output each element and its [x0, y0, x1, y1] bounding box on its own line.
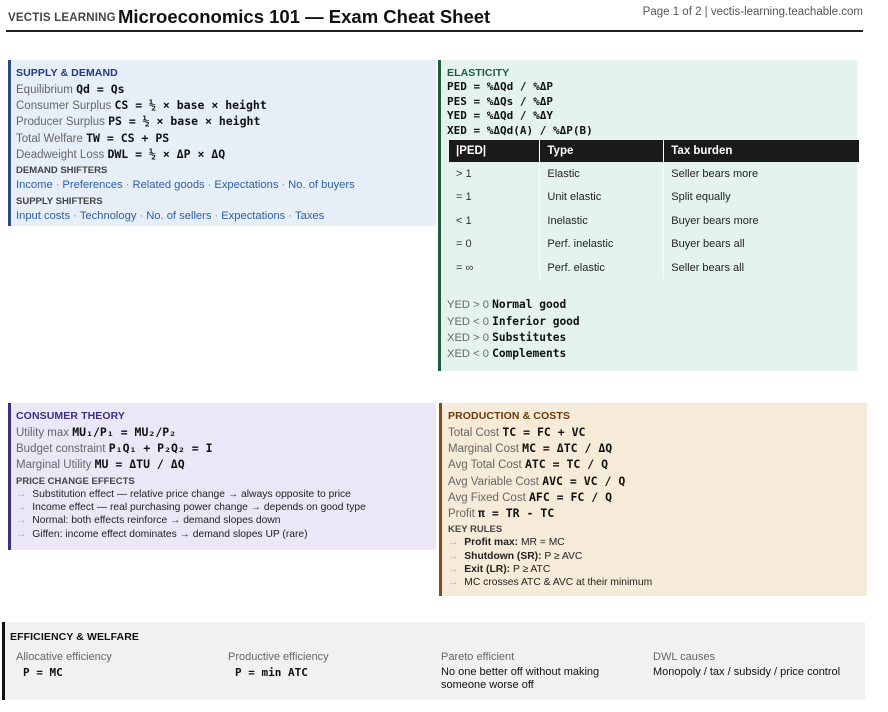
- table-cell: Elastic: [540, 162, 664, 185]
- list-item: → Income effect — real purchasing power change → depends on good type: [16, 501, 366, 513]
- demand-shifters-title: DEMAND SHIFTERS: [16, 164, 108, 176]
- table-cell: > 1: [449, 162, 540, 185]
- table-cell: Buyer bears all: [664, 233, 860, 256]
- efficiency-item: [16, 651, 221, 679]
- chip: Taxes: [295, 209, 325, 222]
- formula-row: Marginal Utility MU = ΔTU / ΔQ: [16, 457, 185, 472]
- table-row: [449, 162, 860, 185]
- table-cell: = 1: [449, 186, 540, 209]
- table-header-row: [449, 140, 860, 162]
- arrow-icon: →: [448, 563, 459, 575]
- list-item: → Shutdown (SR): P ≥ AVC: [448, 550, 583, 562]
- formula-row: Total Cost TC = FC + VC: [448, 425, 586, 439]
- table-cell: Perf. inelastic: [540, 233, 664, 256]
- table-cell: Buyer bears more: [664, 209, 860, 232]
- elasticity-table: [449, 140, 860, 279]
- table-cell: = 0: [449, 233, 540, 256]
- elasticity-title: ELASTICITY: [447, 67, 510, 79]
- table-cell: Seller bears more: [664, 162, 860, 185]
- chip: No. of buyers: [288, 178, 355, 191]
- efficiency-value: P = MC: [23, 666, 63, 679]
- efficiency-item: [228, 651, 433, 679]
- sign-rule: YED < 0 Inferior good: [447, 314, 580, 328]
- table-row: [449, 256, 860, 279]
- formula-row: Consumer Surplus CS = ½ × base × height: [16, 98, 267, 113]
- arrow-icon: →: [16, 501, 27, 513]
- supply-demand-title: SUPPLY & DEMAND: [16, 67, 118, 79]
- table-row: [449, 186, 860, 209]
- supply-demand-panel: [8, 60, 436, 226]
- chip: Expectations: [221, 209, 286, 222]
- efficiency-value: P = min ATC: [235, 666, 308, 679]
- sign-rules: [447, 297, 857, 362]
- formula-row: Budget constraint P₁Q₁ + P₂Q₂ = I: [16, 441, 213, 456]
- efficiency-value: No one better off without making someone worse off: [441, 666, 600, 691]
- key-rules-title: KEY RULES: [448, 524, 503, 536]
- efficiency-heading: Allocative efficiency: [16, 651, 112, 663]
- chip: Preferences: [62, 178, 123, 191]
- arrow-icon: →: [16, 515, 27, 527]
- chip: Input costs: [16, 209, 71, 222]
- production-costs-panel: [439, 403, 867, 596]
- efficiency-item: [441, 651, 641, 692]
- efficiency-panel: [2, 622, 865, 700]
- production-costs-title: PRODUCTION & COSTS: [448, 410, 570, 422]
- formula-row: Avg Fixed Cost AFC = FC / Q: [448, 489, 613, 504]
- list-item: → Normal: both effects reinforce → demand slopes down: [16, 515, 281, 527]
- formula-row: Deadweight Loss DWL = ½ × ΔP × ΔQ: [16, 146, 226, 161]
- formula-row: Avg Variable Cost AVC = VC / Q: [448, 473, 626, 488]
- list-item: → Substitution effect — relative price change → always opposite to price: [16, 488, 351, 500]
- page-header: [6, 2, 863, 32]
- efficiency-heading: Productive efficiency: [228, 651, 329, 663]
- consumer-theory-title: CONSUMER THEORY: [16, 410, 126, 422]
- column-header: Type: [540, 140, 664, 162]
- formula-row: XED = %ΔQd(A) / %ΔP(B): [447, 123, 593, 137]
- list-item: → MC crosses ATC & AVC at their minimum: [448, 577, 653, 589]
- sign-rule: XED < 0 Complements: [447, 347, 567, 361]
- demand-shifters-list: Income · Preferences · Related goods · Expectations · No. of buyers: [16, 178, 355, 191]
- list-item: → Profit max: MR = MC: [448, 537, 565, 549]
- list-item: → Giffen: income effect dominates → demand slopes UP (rare): [16, 528, 308, 540]
- chip: Income: [16, 178, 53, 191]
- page-title: Microeconomics 101 — Exam Cheat Sheet: [118, 6, 491, 27]
- table-cell: = ∞: [449, 256, 540, 279]
- consumer-theory-panel: [8, 403, 436, 550]
- table-cell: Split equally: [664, 186, 860, 209]
- formula-row: PES = %ΔQs / %ΔP: [447, 94, 553, 108]
- formula-row: YED = %ΔQd / %ΔY: [447, 109, 553, 123]
- chip: Related goods: [132, 178, 205, 191]
- chip: No. of sellers: [146, 209, 212, 222]
- efficiency-item: [653, 651, 865, 679]
- formula-row: Marginal Cost MC = ΔTC / ΔQ: [448, 441, 613, 456]
- table-row: [449, 233, 860, 256]
- formula-row: Producer Surplus PS = ½ × base × height: [16, 114, 261, 129]
- table-cell: < 1: [449, 209, 540, 232]
- column-header: Tax burden: [664, 140, 860, 162]
- formula-row: Profit π = TR - TC: [448, 505, 555, 520]
- formula-row: Avg Total Cost ATC = TC / Q: [448, 457, 609, 472]
- list-item: → Exit (LR): P ≥ ATC: [448, 563, 551, 575]
- table-cell: Seller bears all: [664, 256, 860, 279]
- arrow-icon: →: [448, 537, 459, 549]
- formula-row: Equilibrium Qd = Qs: [16, 82, 125, 96]
- table-cell: Perf. elastic: [540, 256, 664, 279]
- arrow-icon: →: [16, 528, 27, 540]
- supply-shifters-list: Input costs · Technology · No. of sellers · Expectations · Taxes: [16, 209, 325, 222]
- formula-row: Total Welfare TW = CS + PS: [16, 130, 170, 145]
- elasticity-panel: [438, 60, 857, 371]
- efficiency-heading: Pareto efficient: [441, 651, 515, 663]
- supply-shifters-title: SUPPLY SHIFTERS: [16, 195, 103, 207]
- arrow-icon: →: [16, 488, 27, 500]
- column-header: |PED|: [449, 140, 540, 162]
- sign-rule: XED > 0 Substitutes: [447, 330, 567, 344]
- table-cell: Unit elastic: [540, 186, 664, 209]
- efficiency-title: EFFICIENCY & WELFARE: [10, 631, 139, 643]
- chip: Expectations: [214, 178, 279, 191]
- sign-rule: YED > 0 Normal good: [447, 298, 567, 312]
- table-cell: Inelastic: [540, 209, 664, 232]
- arrow-icon: →: [448, 577, 459, 589]
- chip: Technology: [79, 209, 137, 222]
- arrow-icon: →: [448, 550, 459, 562]
- table-row: [449, 209, 860, 232]
- efficiency-value: Monopoly / tax / subsidy / price control: [653, 666, 841, 678]
- page-meta: Page 1 of 2 | vectis-learning.teachable.com: [642, 6, 863, 18]
- formula-row: PED = %ΔQd / %ΔP: [447, 80, 553, 93]
- efficiency-heading: DWL causes: [653, 651, 715, 663]
- price-effects-title: PRICE CHANGE EFFECTS: [16, 475, 135, 487]
- formula-row: Utility max MU₁/P₁ = MU₂/P₂: [16, 425, 177, 439]
- brand-name: VECTIS LEARNING: [8, 12, 116, 24]
